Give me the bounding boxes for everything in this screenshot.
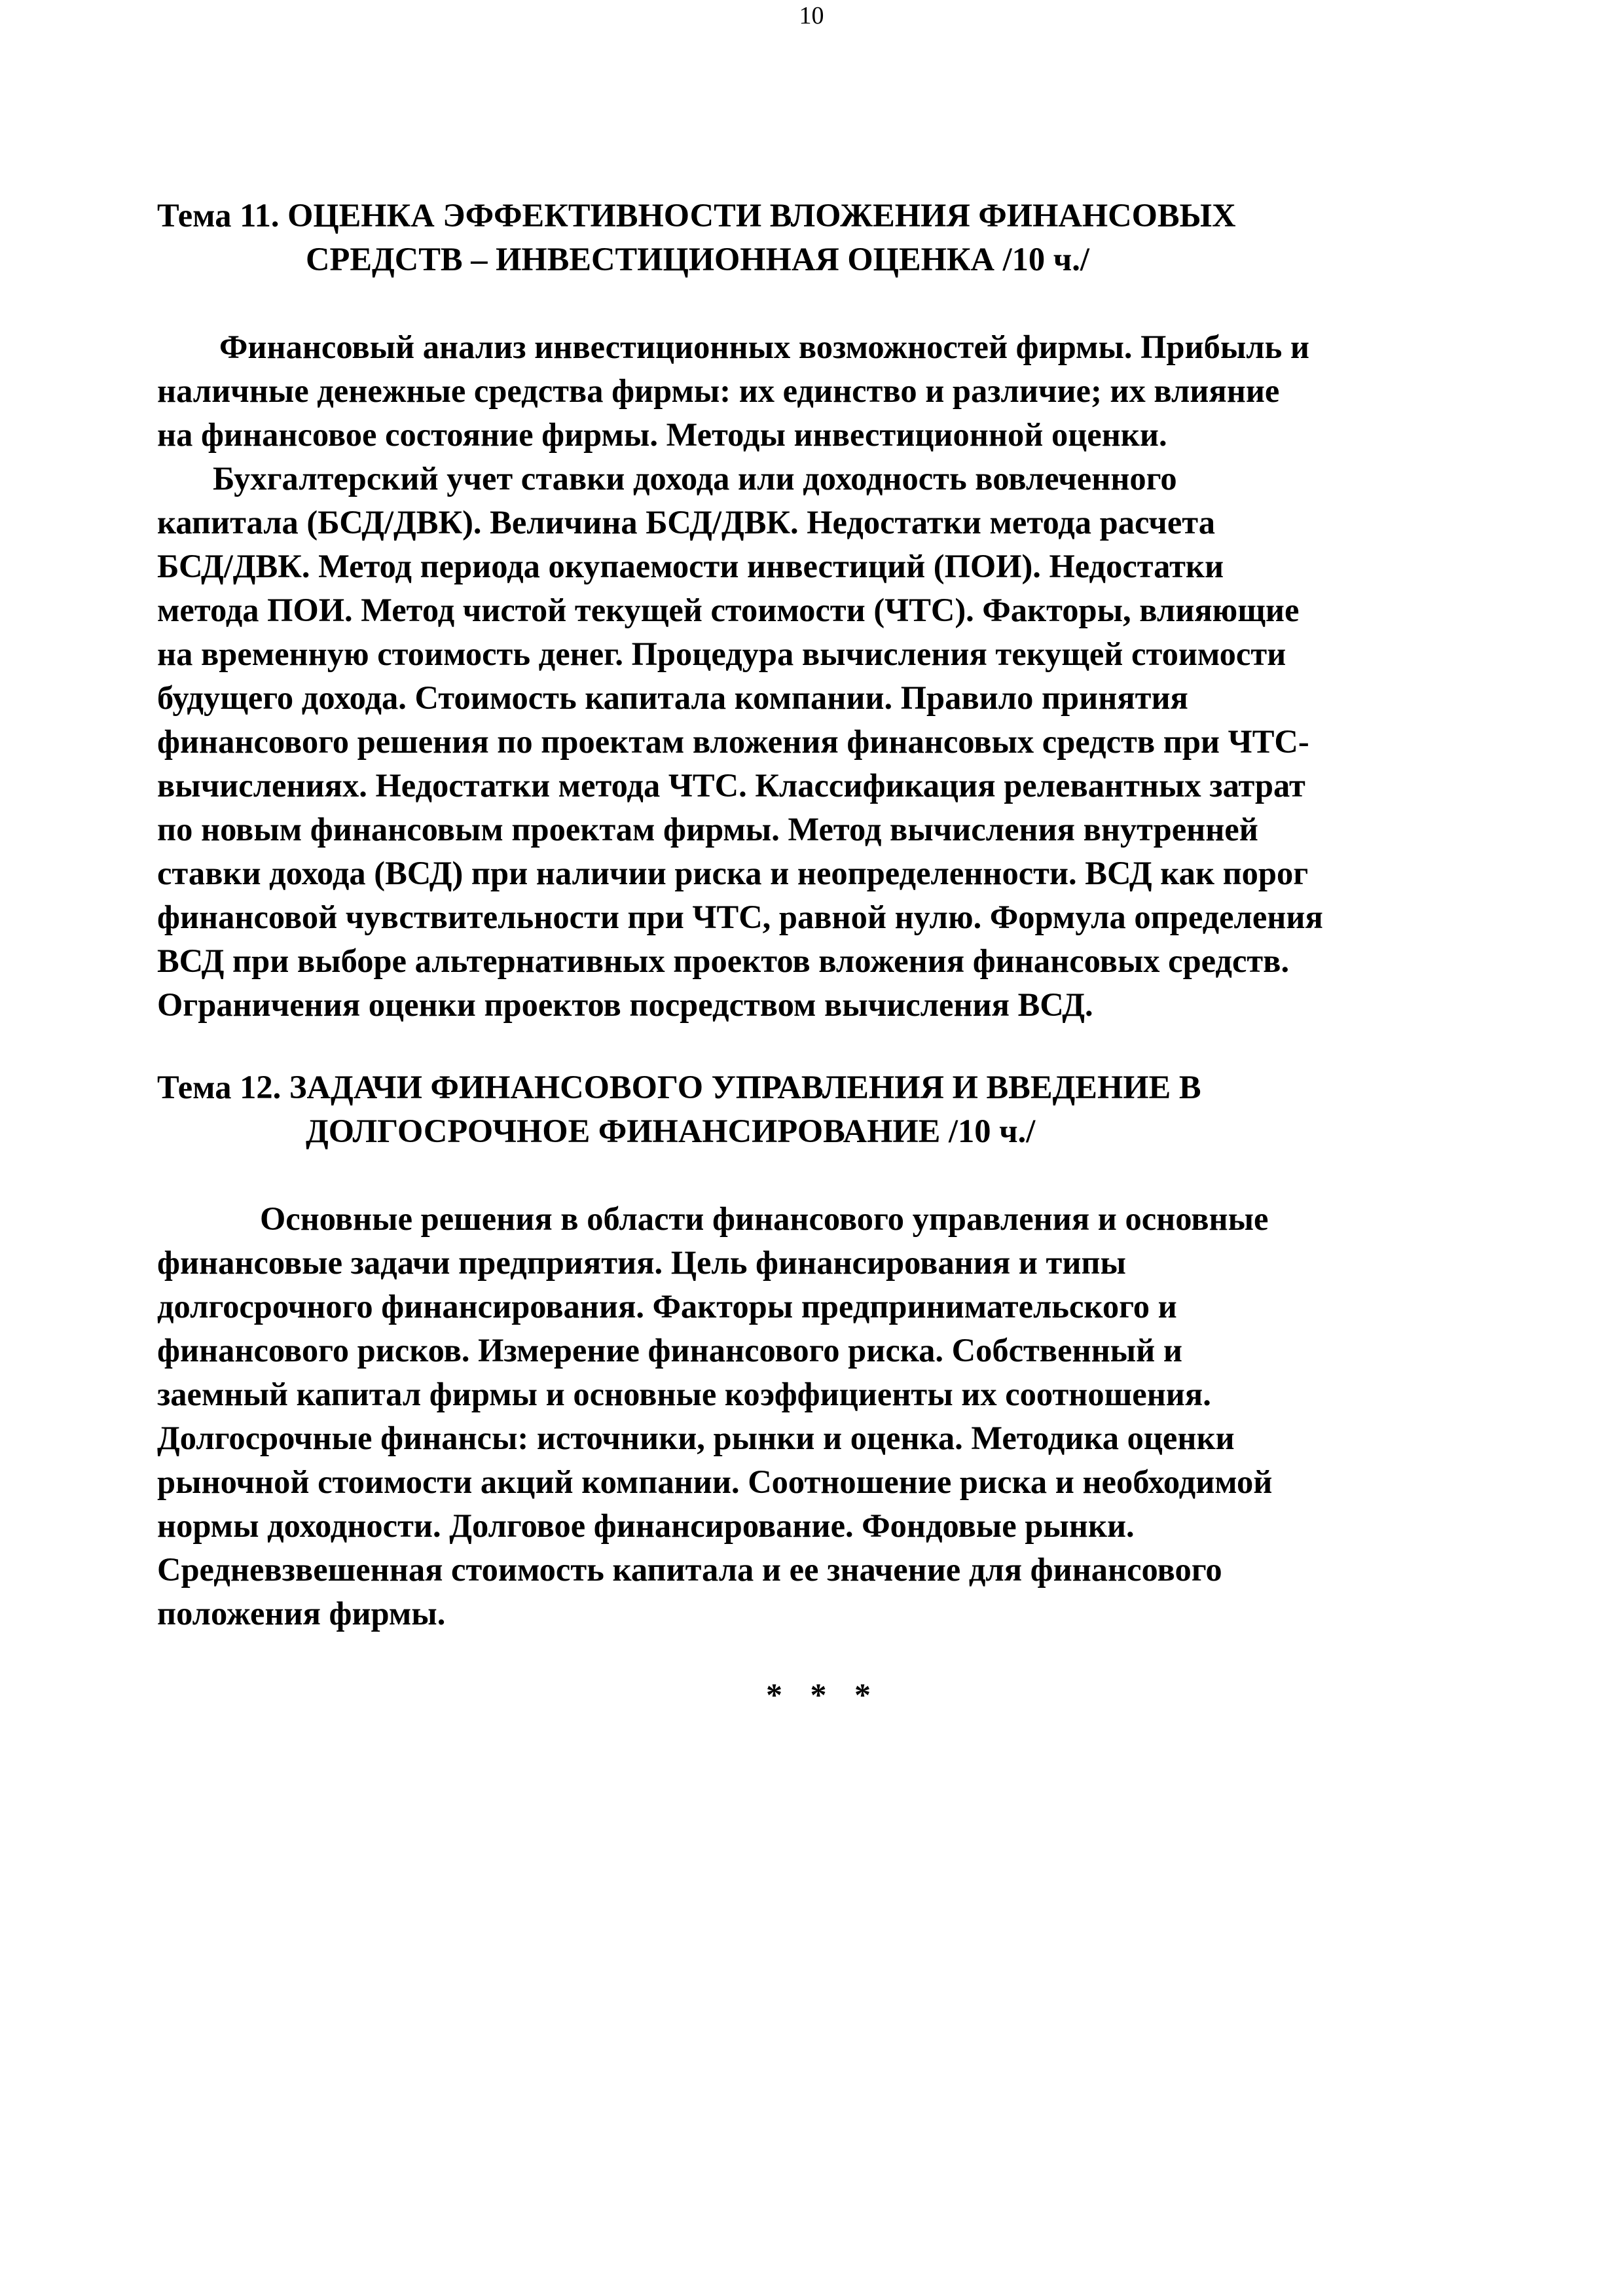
text-line: Основные решения в области финансового управления и основные <box>260 1200 1269 1237</box>
text-line: Средневзвешенная стоимость капитала и ее значение для финансового <box>157 1551 1222 1588</box>
heading-line: СРЕДСТВ – ИНВЕСТИЦИОННАЯ ОЦЕНКА /10 ч./ <box>306 241 1089 278</box>
text-line: наличные денежные средства фирмы: их единство и различие; их влияние <box>157 372 1280 409</box>
text-line: рыночной стоимости акций компании. Соотношение риска и необходимой <box>157 1463 1273 1500</box>
text-line: вычислениях. Недостатки метода ЧТС. Классификация релевантных затрат <box>157 767 1305 804</box>
text-line: финансовой чувствительности при ЧТС, равной нулю. Формула определения <box>157 899 1323 935</box>
text-line: по новым финансовым проектам фирмы. Метод вычисления внутренней <box>157 811 1258 848</box>
topic11-body <box>157 325 1493 1027</box>
heading-line: Тема 11. ОЦЕНКА ЭФФЕКТИВНОСТИ ВЛОЖЕНИЯ ФИНАНСОВЫХ <box>157 197 1236 234</box>
page-number: 10 <box>799 2 824 29</box>
topic11-heading <box>157 194 1493 281</box>
text-line: Бухгалтерский учет ставки дохода или доходность вовлеченного <box>213 460 1177 497</box>
text-line: капитала (БСД/ДВК). Величина БСД/ДВК. Недостатки метода расчета <box>157 504 1215 541</box>
text-line: Долгосрочные финансы: источники, рынки и оценка. Методика оценки <box>157 1420 1235 1456</box>
text-line: нормы доходности. Долговое финансирование. Фондовые рынки. <box>157 1507 1135 1544</box>
topic12-heading <box>157 1066 1493 1153</box>
text-line: будущего дохода. Стоимость капитала компании. Правило принятия <box>157 679 1188 716</box>
text-line: заемный капитал фирмы и основные коэффициенты их соотношения. <box>157 1376 1211 1412</box>
text-line: положения фирмы. <box>157 1595 446 1632</box>
text-line: БСД/ДВК. Метод периода окупаемости инвестиций (ПОИ). Недостатки <box>157 548 1224 584</box>
text-line: финансового рисков. Измерение финансового риска. Собственный и <box>157 1332 1182 1369</box>
section-separator: * * * <box>766 1676 871 1713</box>
text-line: ВСД при выборе альтернативных проектов вложения финансовых средств. <box>157 942 1290 979</box>
text-line: финансовые задачи предприятия. Цель финансирования и типы <box>157 1244 1126 1281</box>
heading-line: ДОЛГОСРОЧНОЕ ФИНАНСИРОВАНИЕ /10 ч./ <box>306 1113 1036 1149</box>
text-line: на временную стоимость денег. Процедура вычисления текущей стоимости <box>157 636 1286 672</box>
text-line: Ограничения оценки проектов посредством вычисления ВСД. <box>157 986 1093 1023</box>
text-line: ставки дохода (ВСД) при наличии риска и неопределенности. ВСД как порог <box>157 855 1309 891</box>
text-line: на финансовое состояние фирмы. Методы инвестиционной оценки. <box>157 416 1167 453</box>
text-line: финансового решения по проектам вложения финансовых средств при ЧТС- <box>157 723 1309 760</box>
heading-line: Тема 12. ЗАДАЧИ ФИНАНСОВОГО УПРАВЛЕНИЯ И ВВЕДЕНИЕ В <box>157 1069 1201 1105</box>
text-line: долгосрочного финансирования. Факторы предпринимательского и <box>157 1288 1177 1325</box>
topic12-body <box>157 1197 1493 1636</box>
text-line: Финансовый анализ инвестиционных возможностей фирмы. Прибыль и <box>219 329 1310 365</box>
text-line: метода ПОИ. Метод чистой текущей стоимости (ЧТС). Факторы, влияющие <box>157 592 1300 628</box>
